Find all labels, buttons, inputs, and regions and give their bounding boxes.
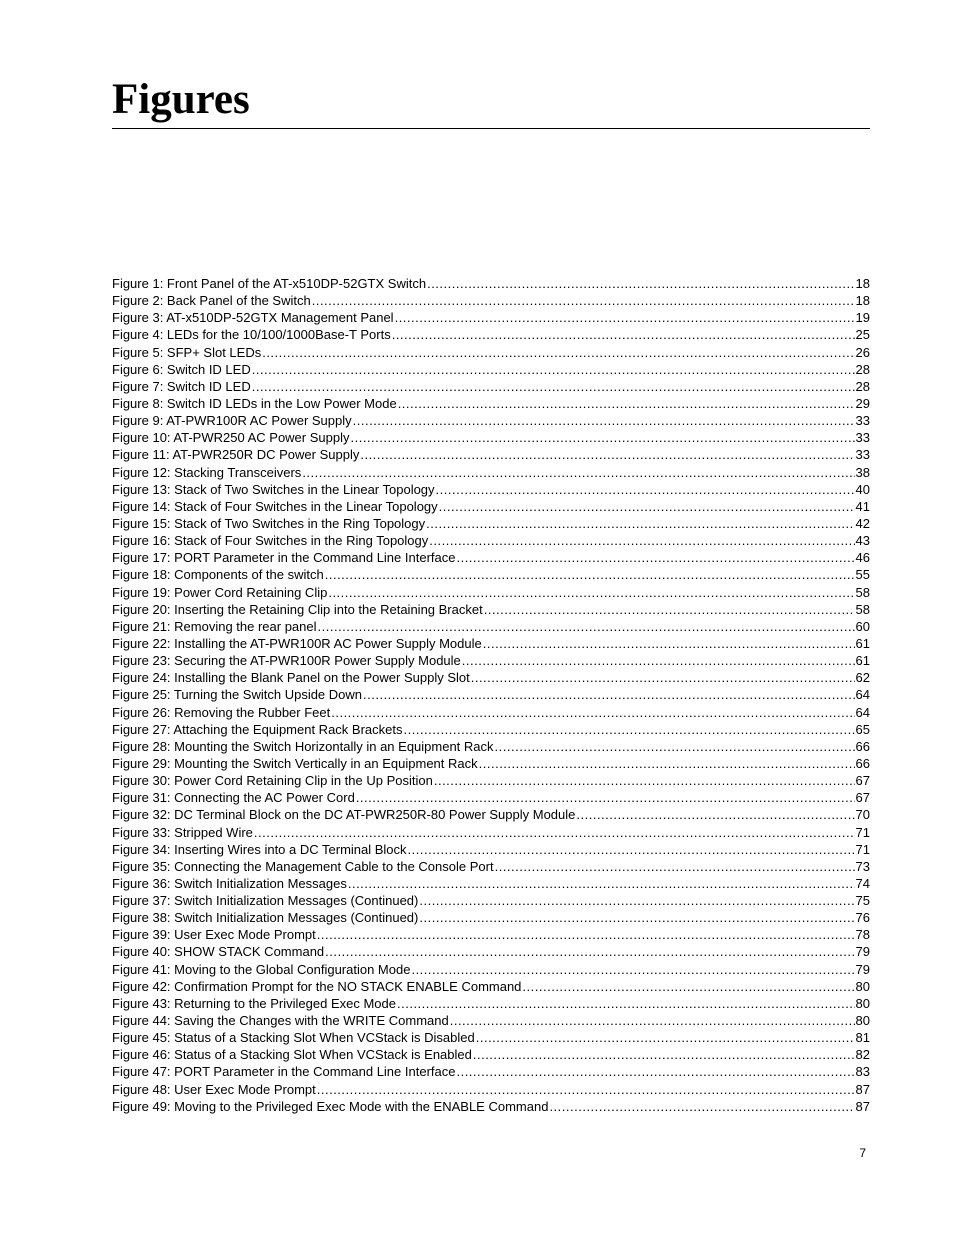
toc-entry[interactable] [112, 1012, 870, 1029]
toc-entry-label[interactable]: Figure 17: PORT Parameter in the Command Line Interface [112, 550, 456, 566]
dot-leader [363, 686, 855, 703]
toc-entry[interactable] [112, 824, 870, 841]
toc-entry-page[interactable]: 73 [855, 858, 870, 874]
toc-entry[interactable] [112, 275, 870, 292]
toc-entry-page[interactable]: 46 [855, 550, 870, 566]
toc-entry-page[interactable]: 61 [855, 635, 870, 651]
dot-leader [427, 275, 854, 292]
toc-entry[interactable] [112, 429, 870, 446]
toc-entry[interactable] [112, 1098, 870, 1115]
toc-entry[interactable] [112, 704, 870, 721]
toc-entry-page[interactable]: 87 [855, 1098, 870, 1114]
toc-entry-label[interactable]: Figure 13: Stack of Two Switches in the Linear Topology [112, 481, 435, 497]
toc-entry-label[interactable]: Figure 44: Saving the Changes with the WRITE Command [112, 1013, 449, 1029]
toc-entry[interactable] [112, 344, 870, 361]
toc-entry-label[interactable]: Figure 36: Switch Initialization Messages [112, 875, 347, 891]
dot-leader [395, 309, 855, 326]
toc-entry-page[interactable]: 80 [855, 995, 870, 1011]
dot-leader [429, 532, 854, 549]
dot-leader [434, 772, 855, 789]
page-number: 7 [859, 1146, 866, 1160]
toc-entry-label[interactable]: Figure 49: Moving to the Privileged Exec Mode with the ENABLE Command [112, 1098, 549, 1114]
dot-leader [426, 515, 854, 532]
toc-entry-label[interactable]: Figure 45: Status of a Stacking Slot When VCStack is Disabled [112, 1030, 475, 1046]
list-of-figures [112, 275, 870, 1115]
toc-entry-page[interactable]: 80 [855, 978, 870, 994]
toc-entry-page[interactable]: 71 [855, 841, 870, 857]
toc-entry-label[interactable]: Figure 5: SFP+ Slot LEDs [112, 344, 262, 360]
toc-entry-page[interactable]: 60 [855, 618, 870, 634]
toc-entry-page[interactable]: 18 [855, 293, 870, 309]
toc-entry-label[interactable]: Figure 32: DC Terminal Block on the DC AT-PWR250R-80 Power Supply Module [112, 807, 576, 823]
toc-entry-label[interactable]: Figure 43: Returning to the Privileged Exec Mode [112, 995, 396, 1011]
dot-leader [318, 618, 855, 635]
toc-entry-page[interactable]: 33 [855, 447, 870, 463]
toc-entry-label[interactable]: Figure 20: Inserting the Retaining Clip into the Retaining Bracket [112, 601, 483, 617]
toc-entry-page[interactable]: 65 [855, 721, 870, 737]
toc-entry-page[interactable]: 29 [855, 395, 870, 411]
toc-entry[interactable] [112, 875, 870, 892]
toc-entry[interactable] [112, 652, 870, 669]
toc-entry-page[interactable]: 19 [855, 310, 870, 326]
toc-entry[interactable] [112, 292, 870, 309]
toc-entry[interactable] [112, 309, 870, 326]
toc-entry-label[interactable]: Figure 8: Switch ID LEDs in the Low Power Mode [112, 395, 397, 411]
toc-entry-page[interactable]: 33 [855, 413, 870, 429]
toc-entry[interactable] [112, 789, 870, 806]
toc-entry-label[interactable]: Figure 37: Switch Initialization Messages (Continued) [112, 893, 419, 909]
toc-entry[interactable] [112, 326, 870, 343]
toc-entry-label[interactable]: Figure 4: LEDs for the 10/100/1000Base-T Ports [112, 327, 391, 343]
toc-entry-label[interactable]: Figure 7: Switch ID LED [112, 378, 251, 394]
toc-entry-page[interactable]: 66 [855, 755, 870, 771]
toc-entry[interactable] [112, 858, 870, 875]
dot-leader [408, 841, 855, 858]
toc-entry-page[interactable]: 43 [855, 533, 870, 549]
dot-leader [397, 995, 855, 1012]
dot-leader [254, 824, 855, 841]
toc-entry-label[interactable]: Figure 10: AT-PWR250 AC Power Supply [112, 430, 350, 446]
toc-entry-page[interactable]: 55 [855, 567, 870, 583]
toc-entry[interactable] [112, 841, 870, 858]
dot-leader [325, 943, 854, 960]
toc-entry[interactable] [112, 361, 870, 378]
dot-leader [312, 292, 855, 309]
toc-entry[interactable] [112, 1029, 870, 1046]
dot-leader [404, 721, 855, 738]
toc-entry[interactable] [112, 549, 870, 566]
dot-leader [419, 909, 854, 926]
toc-entry-page[interactable]: 28 [855, 361, 870, 377]
toc-entry-label[interactable]: Figure 22: Installing the AT-PWR100R AC Power Supply Module [112, 635, 482, 651]
toc-entry-page[interactable]: 26 [855, 344, 870, 360]
toc-entry-label[interactable]: Figure 15: Stack of Two Switches in the Ring Topology [112, 515, 426, 531]
toc-entry-label[interactable]: Figure 2: Back Panel of the Switch [112, 293, 311, 309]
dot-leader [356, 789, 855, 806]
title-divider [112, 128, 870, 129]
dot-leader [398, 395, 855, 412]
dot-leader [473, 1046, 855, 1063]
dot-leader [456, 1063, 854, 1080]
toc-entry[interactable] [112, 1046, 870, 1063]
toc-entry-page[interactable]: 71 [855, 824, 870, 840]
toc-entry-page[interactable]: 75 [855, 893, 870, 909]
toc-entry[interactable] [112, 618, 870, 635]
toc-entry-label[interactable]: Figure 40: SHOW STACK Command [112, 944, 325, 960]
toc-entry-page[interactable]: 66 [855, 738, 870, 754]
dot-leader [495, 738, 855, 755]
toc-entry-page[interactable]: 79 [855, 944, 870, 960]
toc-entry[interactable] [112, 943, 870, 960]
toc-entry-label[interactable]: Figure 28: Mounting the Switch Horizontally in an Equipment Rack [112, 738, 494, 754]
toc-entry[interactable] [112, 806, 870, 823]
toc-entry-page[interactable]: 64 [855, 704, 870, 720]
toc-entry[interactable] [112, 378, 870, 395]
dot-leader [348, 875, 855, 892]
toc-entry[interactable] [112, 772, 870, 789]
toc-entry-label[interactable]: Figure 1: Front Panel of the AT-x510DP-52GTX Switch [112, 276, 427, 291]
toc-entry-label[interactable]: Figure 12: Stacking Transceivers [112, 464, 302, 480]
toc-entry-label[interactable]: Figure 21: Removing the rear panel [112, 618, 317, 634]
toc-entry-page[interactable]: 58 [855, 601, 870, 617]
toc-entry[interactable] [112, 498, 870, 515]
toc-entry-page[interactable]: 62 [855, 670, 870, 686]
dot-leader [471, 669, 855, 686]
dot-leader [302, 464, 854, 481]
toc-entry-label[interactable]: Figure 26: Removing the Rubber Feet [112, 704, 331, 720]
dot-leader [483, 635, 855, 652]
toc-entry[interactable] [112, 978, 870, 995]
toc-entry-page[interactable]: 33 [855, 430, 870, 446]
toc-entry-page[interactable]: 78 [855, 927, 870, 943]
toc-entry-label[interactable]: Figure 33: Stripped Wire [112, 824, 253, 840]
toc-entry[interactable] [112, 686, 870, 703]
dot-leader [252, 361, 855, 378]
toc-entry[interactable] [112, 464, 870, 481]
dot-leader [252, 378, 855, 395]
dot-leader [450, 1012, 855, 1029]
toc-entry-page[interactable]: 67 [855, 773, 870, 789]
toc-entry[interactable] [112, 635, 870, 652]
dot-leader [549, 1098, 854, 1115]
dot-leader [419, 892, 854, 909]
toc-entry[interactable] [112, 892, 870, 909]
dot-leader [350, 429, 854, 446]
dot-leader [331, 704, 854, 721]
toc-entry-label[interactable]: Figure 9: AT-PWR100R AC Power Supply [112, 413, 352, 429]
toc-entry-page[interactable]: 76 [855, 910, 870, 926]
toc-entry-page[interactable]: 87 [855, 1081, 870, 1097]
dot-leader [479, 755, 855, 772]
toc-entry-label[interactable]: Figure 19: Power Cord Retaining Clip [112, 584, 328, 600]
toc-entry-page[interactable]: 38 [855, 464, 870, 480]
page-title: Figures [112, 76, 250, 123]
toc-entry[interactable] [112, 1063, 870, 1080]
toc-entry-page[interactable]: 79 [855, 961, 870, 977]
toc-entry-page[interactable]: 25 [855, 327, 870, 343]
toc-entry-page[interactable]: 70 [855, 807, 870, 823]
dot-leader [476, 1029, 855, 1046]
toc-entry[interactable] [112, 601, 870, 618]
dot-leader [436, 481, 855, 498]
dot-leader [325, 566, 855, 583]
toc-entry[interactable] [112, 721, 870, 738]
toc-entry[interactable] [112, 412, 870, 429]
toc-entry-label[interactable]: Figure 42: Confirmation Prompt for the NO STACK ENABLE Command [112, 978, 522, 994]
dot-leader [456, 549, 854, 566]
toc-entry-page[interactable]: 80 [855, 1013, 870, 1029]
dot-leader [262, 344, 854, 361]
dot-leader [439, 498, 855, 515]
dot-leader [317, 1081, 855, 1098]
toc-entry[interactable] [112, 515, 870, 532]
toc-entry[interactable] [112, 738, 870, 755]
toc-entry-label[interactable]: Figure 25: Turning the Switch Upside Down [112, 687, 363, 703]
toc-entry-label[interactable]: Figure 6: Switch ID LED [112, 361, 251, 377]
dot-leader [353, 412, 855, 429]
toc-entry-page[interactable]: 58 [855, 584, 870, 600]
toc-entry[interactable] [112, 566, 870, 583]
dot-leader [495, 858, 855, 875]
toc-entry[interactable] [112, 961, 870, 978]
toc-entry-page[interactable]: 42 [855, 515, 870, 531]
toc-entry-page[interactable]: 18 [855, 276, 870, 291]
toc-entry[interactable] [112, 446, 870, 463]
dot-leader [462, 652, 855, 669]
toc-entry-page[interactable]: 82 [855, 1047, 870, 1063]
toc-entry-label[interactable]: Figure 30: Power Cord Retaining Clip in the Up Position [112, 773, 433, 789]
toc-entry[interactable] [112, 755, 870, 772]
toc-entry-label[interactable]: Figure 29: Mounting the Switch Vertically in an Equipment Rack [112, 755, 478, 771]
toc-entry-label[interactable]: Figure 3: AT-x510DP-52GTX Management Panel [112, 310, 394, 326]
toc-entry[interactable] [112, 926, 870, 943]
dot-leader [576, 806, 854, 823]
toc-entry-page[interactable]: 61 [855, 653, 870, 669]
toc-entry-page[interactable]: 40 [855, 481, 870, 497]
toc-entry[interactable] [112, 1081, 870, 1098]
toc-entry-page[interactable]: 81 [855, 1030, 870, 1046]
toc-entry-page[interactable]: 83 [855, 1064, 870, 1080]
toc-entry[interactable] [112, 909, 870, 926]
toc-entry-label[interactable]: Figure 18: Components of the switch [112, 567, 324, 583]
toc-entry-label[interactable]: Figure 35: Connecting the Management Cable to the Console Port [112, 858, 494, 874]
toc-entry-label[interactable]: Figure 47: PORT Parameter in the Command Line Interface [112, 1064, 456, 1080]
toc-entry[interactable] [112, 669, 870, 686]
toc-entry-label[interactable]: Figure 14: Stack of Four Switches in the Linear Topology [112, 498, 438, 514]
dot-leader [328, 584, 854, 601]
toc-entry-label[interactable]: Figure 48: User Exec Mode Prompt [112, 1081, 316, 1097]
toc-entry-label[interactable]: Figure 27: Attaching the Equipment Rack Brackets [112, 721, 403, 737]
toc-entry-label[interactable]: Figure 34: Inserting Wires into a DC Terminal Block [112, 841, 407, 857]
toc-entry-label[interactable]: Figure 16: Stack of Four Switches in the Ring Topology [112, 533, 429, 549]
toc-entry-label[interactable]: Figure 31: Connecting the AC Power Cord [112, 790, 355, 806]
dot-leader [360, 446, 854, 463]
toc-entry-label[interactable]: Figure 11: AT-PWR250R DC Power Supply [112, 447, 360, 463]
toc-entry[interactable] [112, 481, 870, 498]
dot-leader [484, 601, 855, 618]
toc-entry-label[interactable]: Figure 39: User Exec Mode Prompt [112, 927, 316, 943]
toc-entry[interactable] [112, 395, 870, 412]
toc-entry[interactable] [112, 532, 870, 549]
toc-entry-page[interactable]: 67 [855, 790, 870, 806]
toc-entry[interactable] [112, 584, 870, 601]
toc-entry-page[interactable]: 74 [855, 875, 870, 891]
dot-leader [392, 326, 855, 343]
toc-entry-label[interactable]: Figure 24: Installing the Blank Panel on the Power Supply Slot [112, 670, 470, 686]
toc-entry-label[interactable]: Figure 46: Status of a Stacking Slot When VCStack is Enabled [112, 1047, 472, 1063]
dot-leader [317, 926, 855, 943]
toc-entry-label[interactable]: Figure 41: Moving to the Global Configuration Mode [112, 961, 411, 977]
toc-entry[interactable] [112, 995, 870, 1012]
dot-leader [522, 978, 854, 995]
toc-entry-page[interactable]: 28 [855, 378, 870, 394]
toc-entry-label[interactable]: Figure 38: Switch Initialization Messages (Continued) [112, 910, 419, 926]
dot-leader [411, 961, 854, 978]
toc-entry-page[interactable]: 64 [855, 687, 870, 703]
toc-entry-page[interactable]: 41 [855, 498, 870, 514]
toc-entry-label[interactable]: Figure 23: Securing the AT-PWR100R Power Supply Module [112, 653, 461, 669]
